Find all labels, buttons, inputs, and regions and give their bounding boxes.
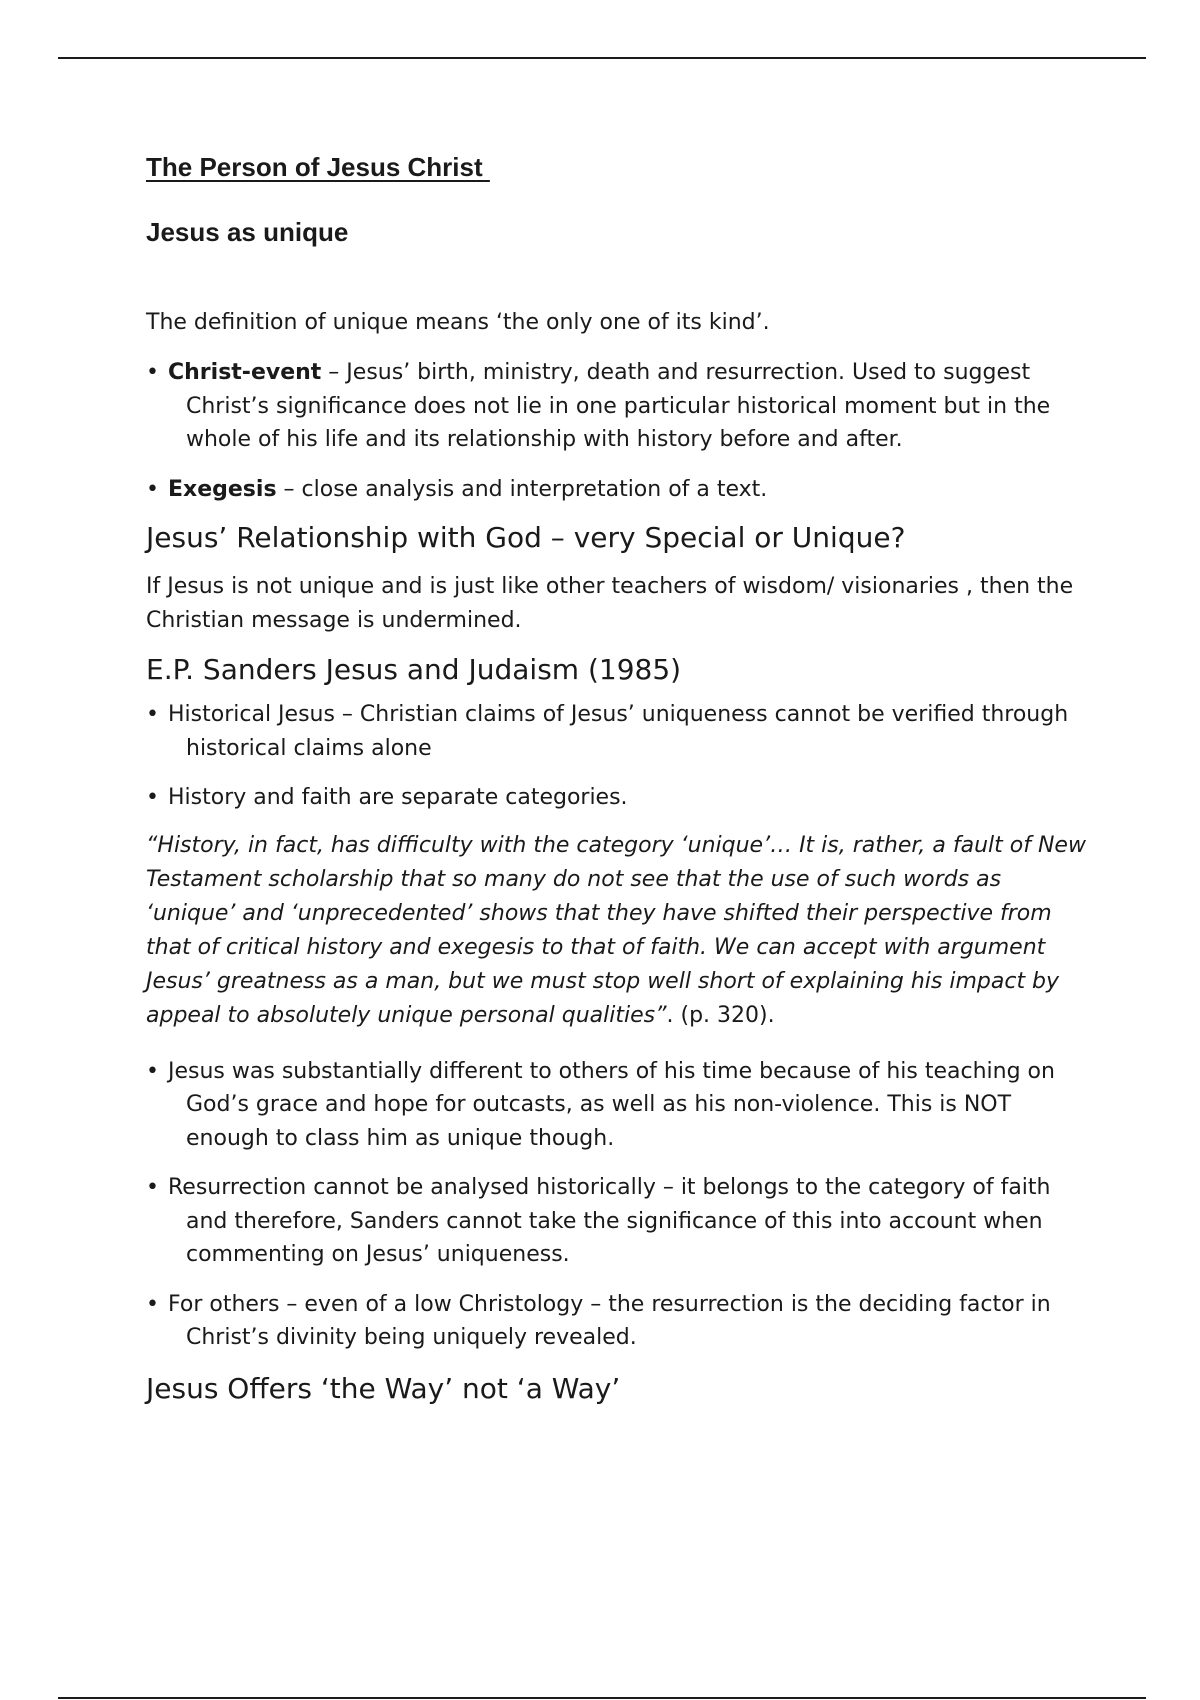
list-item-text: History and faith are separate categories.: [168, 785, 628, 810]
list-item: [146, 1288, 1096, 1355]
list-item-text: Resurrection cannot be analysed historically – it belongs to the category of faith and therefore, Sanders cannot take the significance of this into account when commenting on Jesus’ uniqueness.: [168, 1175, 1051, 1267]
term-definition: – Jesus’ birth, ministry, death and resurrection. Used to suggest Christ’s significance does not lie in one particular historical moment but in the whole of his life and its relationship with history before and after.: [186, 360, 1051, 452]
sanders-list-2: [146, 1055, 1096, 1355]
bullet-icon: •: [146, 785, 159, 810]
heading-relationship: Jesus’ Relationship with God – very Special or Unique?: [146, 521, 906, 554]
list-item: [146, 473, 1096, 507]
list-item-text: Historical Jesus – Christian claims of Jesus’ uniqueness cannot be verified through historical claims alone: [168, 702, 1069, 761]
list-item: [146, 698, 1096, 765]
list-item-text: For others – even of a low Christology – the resurrection is the deciding factor in Christ’s divinity being uniquely revealed.: [168, 1291, 1051, 1350]
heading-sanders: E.P. Sanders Jesus and Judaism (1985): [146, 653, 682, 686]
term-definition: – close analysis and interpretation of a text.: [276, 476, 768, 502]
sanders-list: [146, 698, 1096, 815]
bullet-icon: •: [146, 360, 159, 385]
list-item: [146, 356, 1096, 457]
bottom-rule: [58, 1697, 1146, 1699]
bullet-icon: •: [146, 1175, 159, 1200]
terms-list: [146, 356, 1096, 506]
top-rule: [58, 57, 1146, 59]
list-item: [146, 1171, 1096, 1272]
sanders-quote: [146, 829, 1096, 1033]
document-body: [146, 146, 1096, 1409]
term-label: Christ-event: [168, 360, 322, 385]
list-item: [146, 1055, 1096, 1156]
bullet-icon: •: [146, 702, 159, 727]
heading-way: Jesus Offers ‘the Way’ not ‘a Way’: [146, 1371, 621, 1405]
bullet-icon: •: [146, 1058, 159, 1084]
document-title: The Person of Jesus Christ: [146, 152, 490, 182]
section-title: Jesus as unique: [146, 217, 349, 247]
list-item-text: Jesus was substantially different to others of his time because of his teaching on God’s grace and hope for outcasts, as well as his non-violence. This is NOT enough to class him as unique though.: [168, 1058, 1055, 1151]
quote-citation: . (p. 320).: [666, 1002, 775, 1028]
term-label: Exegesis: [168, 476, 277, 502]
bullet-icon: •: [146, 476, 159, 502]
bullet-icon: •: [146, 1291, 159, 1317]
definition-paragraph: The definition of unique means ‘the only one of its kind’.: [146, 310, 770, 335]
list-item: [146, 781, 1096, 815]
quote-text: “History, in fact, has difficulty with the category ‘unique’… It is, rather, a fault of New Testament scholarship that so many do not see that the use of such words as ‘unique’ and ‘unprecedented’ shows that they have shifted their perspective from that of critical history and exegesis to that of faith. We can accept with argument Jesus’ greatness as a man, but we must stop well short of explaining his impact by appeal to absolutely unique personal qualities”: [146, 832, 1086, 1028]
relationship-paragraph: If Jesus is not unique and is just like other teachers of wisdom/ visionaries , then the Christian message is undermined.: [146, 574, 1074, 633]
